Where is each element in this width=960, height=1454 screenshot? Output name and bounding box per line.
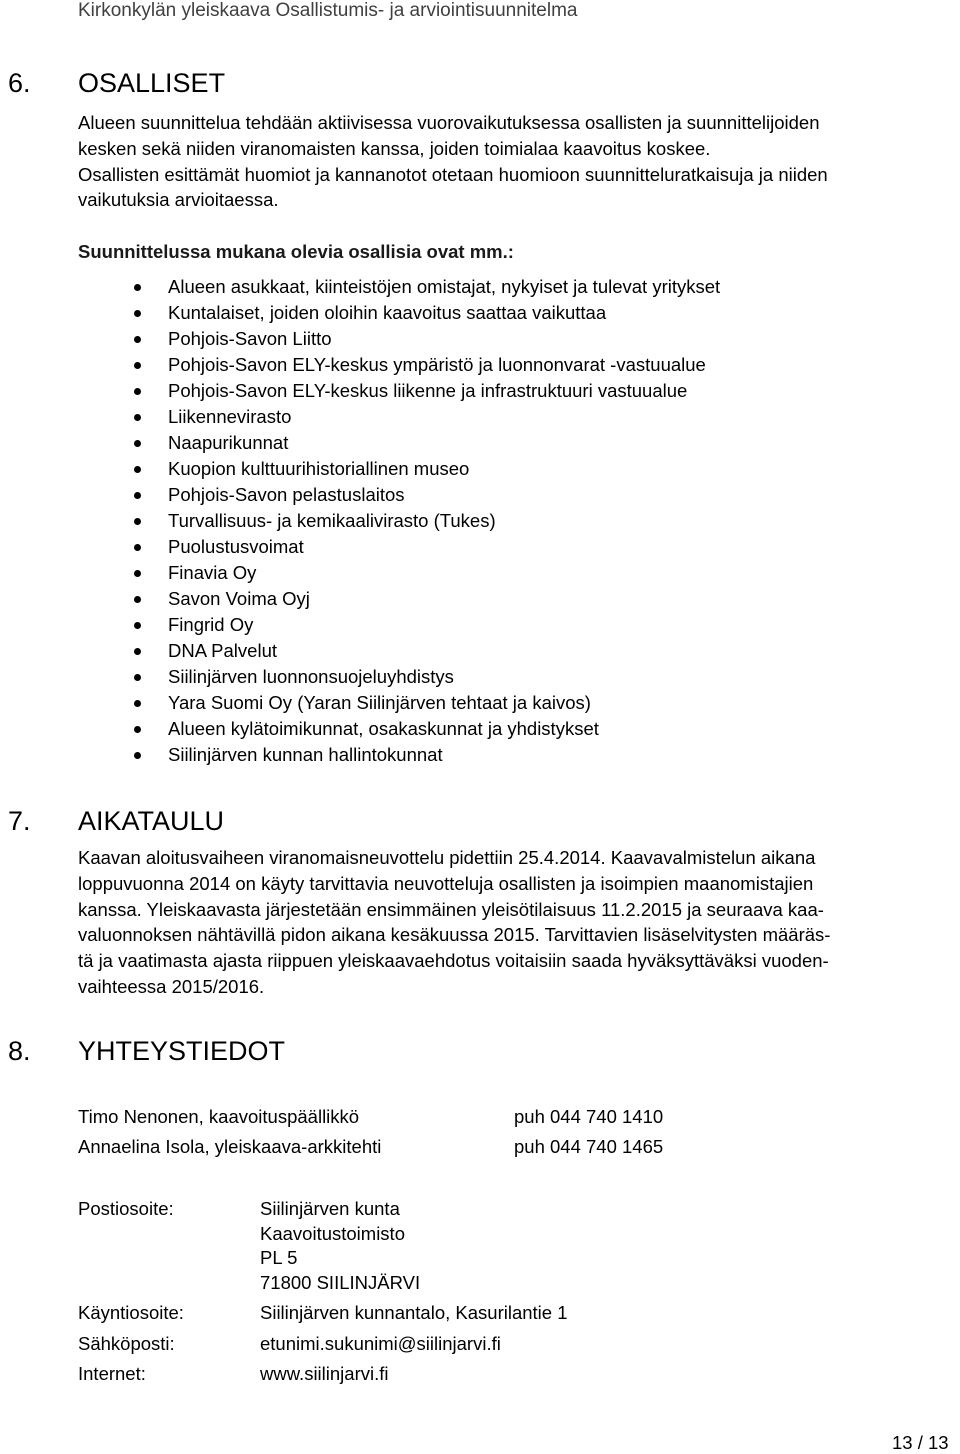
paragraph-line: loppuvuonna 2014 on käyty tarvittavia neuvotteluja osallisten ja isoimpien maanomistajien — [78, 872, 814, 894]
contact-row — [78, 1136, 698, 1162]
bullet-icon — [134, 414, 141, 421]
bullet-icon — [134, 622, 141, 629]
paragraph-line: kesken sekä niiden viranomaisten kanssa, joiden toimialaa kaavoitus koskee. — [78, 137, 711, 159]
bullet-icon — [134, 752, 141, 759]
section-number: 7. — [8, 806, 31, 836]
stakeholders-subheading: Suunnittelussa mukana olevia osallisia ovat mm.: — [78, 241, 514, 262]
email-label: Sähköposti: — [78, 1333, 175, 1354]
address-line: Kaavoitustoimisto — [260, 1222, 405, 1244]
contact-name: Timo Nenonen, kaavoituspäällikkö — [78, 1106, 360, 1127]
bullet-icon — [134, 518, 141, 525]
bullet-icon — [134, 336, 141, 343]
contact-phone: puh 044 740 1465 — [514, 1136, 664, 1157]
section-heading-aikataulu — [8, 806, 408, 840]
paragraph-line: vaikutuksia arvioitaessa. — [78, 189, 279, 211]
page-number: 13 / 13 — [892, 1432, 949, 1453]
bullet-icon — [134, 388, 141, 395]
postal-label: Postiosoite: — [78, 1198, 174, 1219]
address-line: Siilinjärven kunta — [260, 1198, 400, 1219]
bullet-icon — [134, 648, 141, 655]
paragraph-line: valuonnoksen nähtävillä pidon aikana kesäkuussa 2015. Tarvittavien lisäselvitysten määräs- — [78, 924, 831, 946]
postal-address — [260, 1197, 420, 1295]
document-header: Kirkonkylän yleiskaava Osallistumis- ja arviointisuunnitelma — [78, 0, 578, 21]
section-title: AIKATAULU — [78, 806, 225, 836]
bullet-icon — [134, 674, 141, 681]
bullet-icon — [134, 726, 141, 733]
section-title: OSALLISET — [78, 68, 226, 98]
section-heading-yhteystiedot — [8, 1036, 408, 1070]
paragraph-line: tä ja vaatimasta ajasta riippuen yleiskaavaehdotus voitaisiin saada hyväksyttäväksi vuoden- — [78, 950, 829, 972]
visit-label: Käyntiosoite: — [78, 1302, 184, 1323]
osalliset-intro — [78, 110, 958, 213]
contact-row — [78, 1106, 698, 1132]
paragraph-line: Osallisten esittämät huomiot ja kannanotot otetaan huomioon suunnitteluratkaisuja ja niiden — [78, 163, 828, 185]
internet-label: Internet: — [78, 1363, 146, 1384]
address-line: PL 5 — [260, 1247, 298, 1268]
section-heading-osalliset — [8, 68, 408, 102]
contact-name: Annaelina Isola, yleiskaava-arkkitehti — [78, 1136, 382, 1157]
bullet-icon — [134, 492, 141, 499]
section-title: YHTEYSTIEDOT — [78, 1036, 286, 1066]
email-address: etunimi.sukunimi@siilinjarvi.fi — [260, 1333, 501, 1354]
bullet-icon — [134, 700, 141, 707]
visit-address: Siilinjärven kunnantalo, Kasurilantie 1 — [260, 1302, 568, 1323]
paragraph-line: vaihteessa 2015/2016. — [78, 975, 265, 997]
bullet-icon — [134, 544, 141, 551]
address-line: 71800 SIILINJÄRVI — [260, 1271, 421, 1293]
bullet-icon — [134, 362, 141, 369]
section-number: 8. — [8, 1036, 31, 1066]
bullet-icon — [134, 570, 141, 577]
website-address: www.siilinjarvi.fi — [260, 1363, 389, 1384]
paragraph-line: kanssa. Yleiskaavasta järjestetään ensimmäinen yleisötilaisuus 11.2.2015 ja seuraava kaa- — [78, 898, 824, 920]
bullet-icon — [134, 310, 141, 317]
bullet-icon — [134, 596, 141, 603]
bullet-icon — [134, 284, 141, 291]
aikataulu-paragraph — [78, 845, 958, 1000]
bullet-icon — [134, 466, 141, 473]
contact-phone: puh 044 740 1410 — [514, 1106, 664, 1127]
section-number: 6. — [8, 68, 31, 98]
paragraph-line: Alueen suunnittelua tehdään aktiivisessa vuorovaikutuksessa osallisten ja suunnittelijoiden — [78, 112, 820, 133]
paragraph-line: Kaavan aloitusvaiheen viranomaisneuvottelu pidettiin 25.4.2014. Kaavavalmistelun aikana — [78, 847, 816, 868]
bullet-icon — [134, 440, 141, 447]
